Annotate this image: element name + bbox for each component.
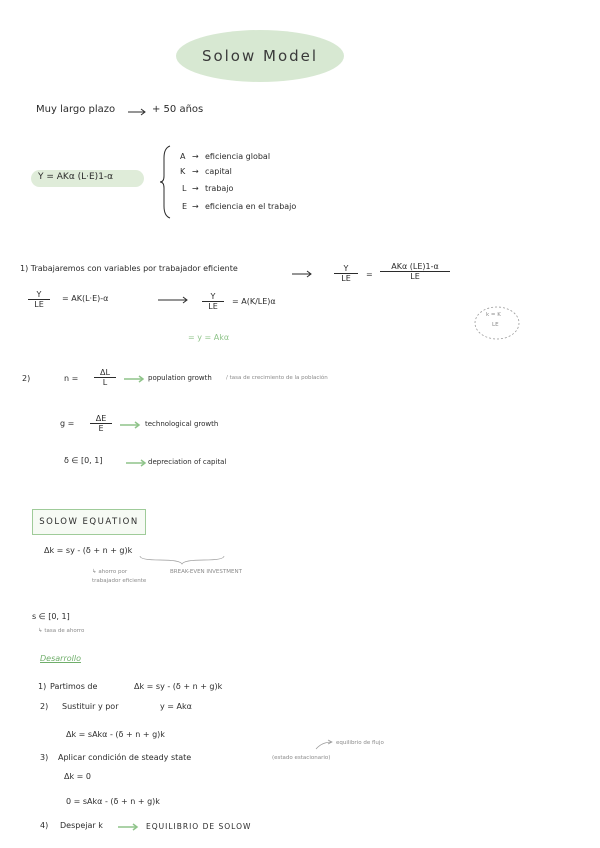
main-equation: Y = AKα (L·E)1-α xyxy=(38,172,114,182)
step1-result: = y = Akα xyxy=(188,333,230,342)
equals-sign: = xyxy=(366,270,373,279)
fraction-num: ΔE xyxy=(90,414,112,424)
dev-step-text: Aplicar condición de steady state xyxy=(58,753,192,762)
green-arrow-icon xyxy=(124,375,146,383)
def-meaning: trabajo xyxy=(205,184,234,193)
solow-equation-label: SOLOW EQUATION xyxy=(39,517,139,527)
solow-note-right: BREAK-EVEN INVESTMENT xyxy=(170,569,242,575)
solow-formula: Δk = sy - (δ + n + g)k xyxy=(44,546,133,555)
fraction-rhs xyxy=(380,262,450,281)
def-symbol: K xyxy=(180,167,186,176)
n-desc: population growth xyxy=(148,374,212,382)
fraction-y-le xyxy=(334,264,358,283)
dev-step-formula: Δk = 0 xyxy=(64,772,91,781)
step1-line2-rhs: = A(K/LE)α xyxy=(232,297,276,306)
fraction-num: AKα (LE)1-α xyxy=(380,262,450,272)
fraction-den: E xyxy=(98,424,104,433)
page-title: Solow Model xyxy=(201,47,319,65)
arrow-right-icon: → xyxy=(192,152,199,161)
solow-equation-box xyxy=(32,509,146,535)
fraction-den: LE xyxy=(410,272,420,281)
d-desc: depreciation of capital xyxy=(148,458,227,466)
fraction-num: Y xyxy=(202,292,224,302)
def-meaning: eficiencia en el trabajo xyxy=(205,202,297,211)
dev-eq-note: equilibrio de flujo xyxy=(336,740,384,746)
arrow-right-icon: → xyxy=(192,202,199,211)
note-line1: k = K xyxy=(486,312,501,318)
fraction-num: Y xyxy=(334,264,358,274)
step2-label: 2) xyxy=(22,374,31,383)
def-symbol: L xyxy=(182,184,187,193)
dev-step-number: 3) xyxy=(40,753,49,762)
green-arrow-icon xyxy=(126,459,148,467)
arrow-right-icon: → xyxy=(192,184,199,193)
arrow-right-icon xyxy=(292,270,314,278)
def-meaning: capital xyxy=(205,167,232,176)
arrow-right-icon xyxy=(128,108,148,116)
dev-step-text: Despejar k xyxy=(60,821,103,830)
dev-step-formula: EQUILIBRIO DE SOLOW xyxy=(146,822,252,831)
fraction-den: LE xyxy=(34,300,44,309)
dev-step-formula: (estado estacionario) xyxy=(272,755,331,761)
g-lhs: g = xyxy=(60,419,75,428)
fraction-den: LE xyxy=(341,274,351,283)
arrow-right-icon xyxy=(158,296,190,304)
green-arrow-icon xyxy=(120,421,142,429)
step1-line2-mid: = AK(L·E)-α xyxy=(62,294,109,303)
title-pill xyxy=(176,30,344,82)
intro-text: Muy largo plazo xyxy=(36,104,116,115)
dev-step-formula: Δk = sy - (δ + n + g)k xyxy=(134,682,223,691)
g-desc: technological growth xyxy=(145,420,219,428)
arrow-up-right-icon xyxy=(316,740,334,750)
step1-label: 1) Trabajaremos con variables por trabajador eficiente xyxy=(20,264,238,273)
dev-step-formula: y = Akα xyxy=(160,702,192,711)
dev-step-text: Partimos de xyxy=(50,682,98,691)
n-note: / tasa de crecimiento de la población xyxy=(226,375,328,381)
intro-arrow-text: + 50 años xyxy=(152,104,204,115)
def-symbol: E xyxy=(182,202,188,211)
fraction-y-le xyxy=(28,290,50,309)
fraction-den: L xyxy=(102,378,108,387)
dev-step-number: 4) xyxy=(40,821,49,830)
brace-icon xyxy=(160,146,172,218)
arrow-right-icon: → xyxy=(192,167,199,176)
fraction-num: Y xyxy=(28,290,50,300)
green-arrow-icon xyxy=(118,823,140,831)
dev-step-number: 2) xyxy=(40,702,49,711)
dev-step-formula: 0 = sAkα - (δ + n + g)k xyxy=(66,797,160,806)
d-lhs: δ ∈ [0, 1] xyxy=(64,456,103,465)
note-line2: LE xyxy=(492,322,499,328)
def-meaning: eficiencia global xyxy=(205,152,271,161)
dev-step-text: Sustituir y por xyxy=(62,702,119,711)
def-symbol: A xyxy=(180,152,186,161)
desarrollo-heading: Desarrollo xyxy=(40,654,81,663)
dev-step-formula: Δk = sAkα - (δ + n + g)k xyxy=(66,730,165,739)
dev-step-number: 1) xyxy=(38,682,47,691)
solow-note-left: ↳ ahorro por trabajador eficiente xyxy=(92,569,147,584)
s-note: ↳ tasa de ahorro xyxy=(38,628,85,634)
s-def: s ∈ [0, 1] xyxy=(32,612,70,621)
fraction-den: LE xyxy=(208,302,218,311)
fraction-g xyxy=(90,414,112,433)
n-lhs: n = xyxy=(64,374,79,383)
underbrace-icon xyxy=(140,556,224,564)
fraction-n xyxy=(94,368,116,387)
fraction-y-le xyxy=(202,292,224,311)
fraction-num: ΔL xyxy=(94,368,116,378)
